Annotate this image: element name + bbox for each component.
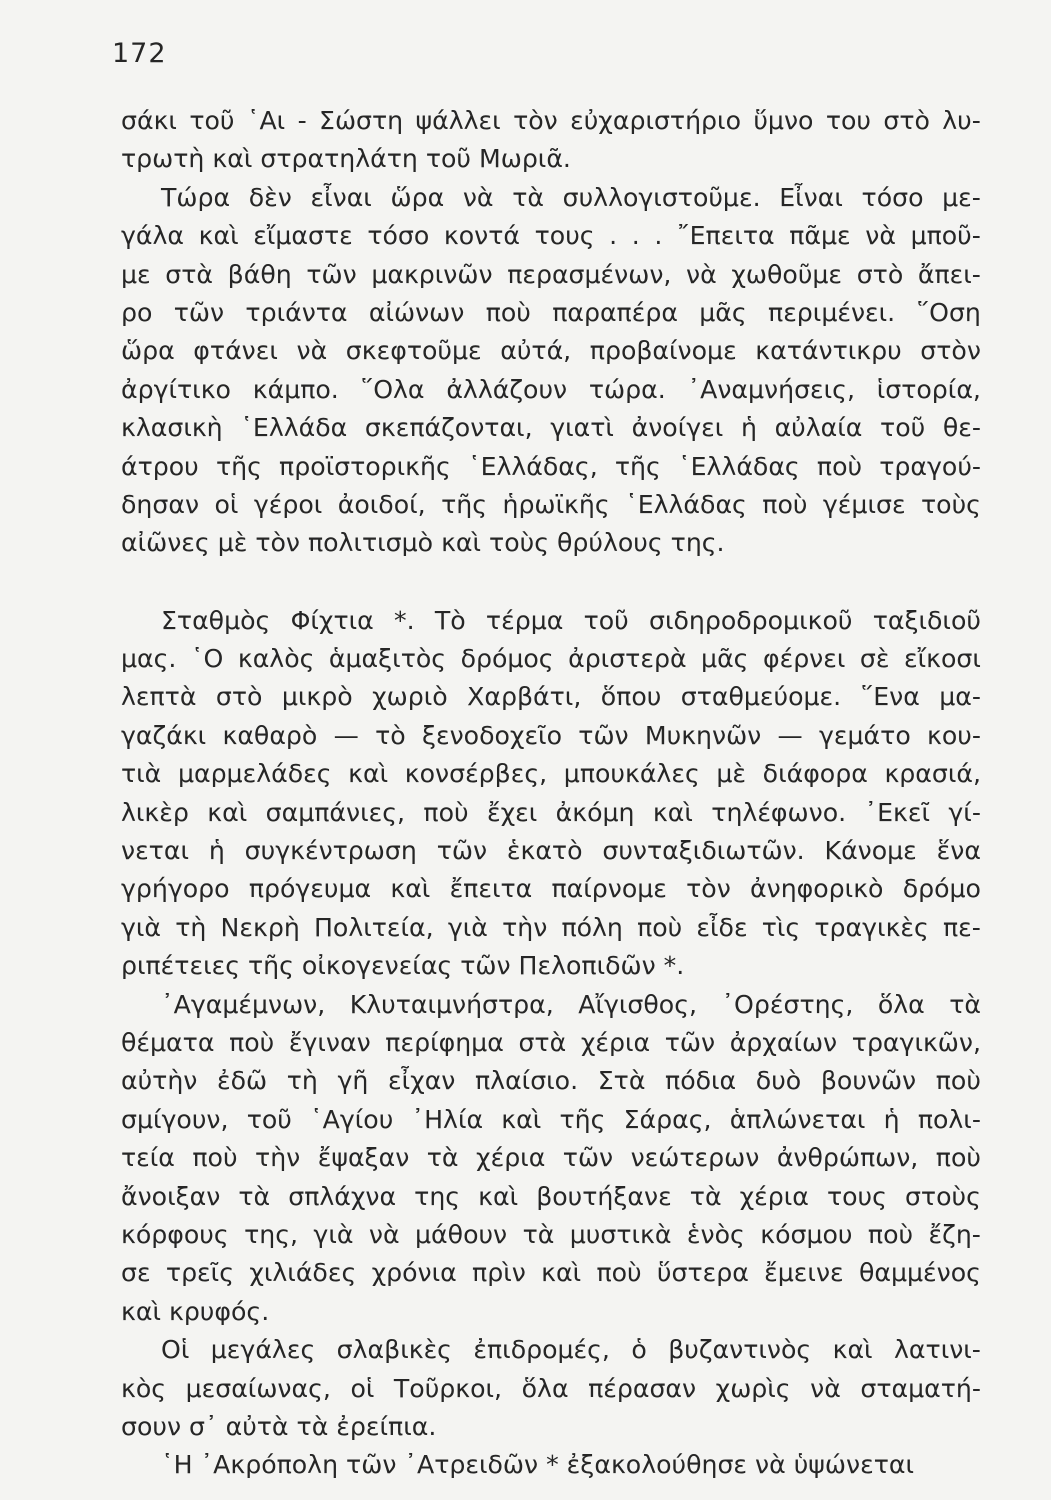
text-line: κὸς μεσαίωνας, οἱ Τοῦρκοι, ὅλα πέρασαν χωρὶς νὰ σταματή- xyxy=(121,1373,981,1403)
text-line: ἄνοιξαν τὰ σπλάχνα της καὶ βουτήξανε τὰ χέρια τους στοὺς xyxy=(121,1181,981,1211)
text-line: γιὰ τὴ Νεκρὴ Πολιτεία, γιὰ τὴν πόλη ποὺ εἶδε τὶς τραγικὲς πε- xyxy=(121,912,981,942)
text-line: γρήγορο πρόγευμα καὶ ἔπειτα παίρνομε τὸν ἀνηφορικὸ δρόμο xyxy=(121,874,981,904)
text-line: θέματα ποὺ ἔγιναν περίφημα στὰ χέρια τῶν ἀρχαίων τραγικῶν, xyxy=(121,1027,981,1057)
text-line: σάκι τοῦ ῾Αι - Σώστη ψάλλει τὸν εὐχαριστήριο ὕμνο του στὸ λυ- xyxy=(121,106,981,135)
text-line: ἀργίτικο κάμπο. ῞Ολα ἀλλάζουν τώρα. ᾿Αναμνήσεις, ἱστορία, xyxy=(121,374,981,404)
text-line: Τώρα δὲν εἶναι ὥρα νὰ τὰ συλλογιστοῦμε. Εἶναι τόσο με- xyxy=(161,182,981,212)
text-line: άτρου τῆς προϊστορικῆς ῾Ελλάδας, τῆς ῾Ελλάδας ποὺ τραγού- xyxy=(121,451,981,481)
text-line: τεία ποὺ τὴν ἔψαξαν τὰ χέρια τῶν νεώτερων ἀνθρώπων, ποὺ xyxy=(121,1143,981,1173)
text-line: σμίγουν, τοῦ ῾Αγίου ᾿Ηλία καὶ τῆς Σάρας, ἁπλώνεται ἡ πολι- xyxy=(121,1104,981,1134)
text-line: νεται ἡ συγκέντρωση τῶν ἑκατὸ συνταξιδιωτῶν. Κάνομε ἕνα xyxy=(121,836,981,866)
paragraph-gap xyxy=(121,563,981,602)
text-line: σε τρεῖς χιλιάδες χρόνια πρὶν καὶ ποὺ ὕστερα ἔμεινε θαμμένος xyxy=(121,1258,981,1288)
text-line: γαζάκι καθαρὸ — τὸ ξενοδοχεῖο τῶν Μυκηνῶν — γεμάτο κου- xyxy=(121,720,981,750)
text-line: κόρφους της, γιὰ νὰ μάθουν τὰ μυστικὰ ἑνὸς κόσμου ποὺ ἔζη- xyxy=(121,1219,981,1249)
text-line: λικὲρ καὶ σαμπάνιες, ποὺ ἔχει ἀκόμη καὶ τηλέφωνο. ᾿Εκεῖ γί- xyxy=(121,797,981,827)
paragraph xyxy=(121,1331,981,1446)
text-line: ᾿Αγαμέμνων, Κλυταιμνήστρα, Αἴγισθος, ᾿Ορέστης, ὅλα τὰ xyxy=(161,989,981,1019)
text-line: με στὰ βάθη τῶν μακρινῶν περασμένων, νὰ χωθοῦμε στὸ ἄπει- xyxy=(121,259,981,289)
paragraph xyxy=(121,102,981,179)
text-line: μας. ῾Ο καλὸς ἁμαξιτὸς δρόμος ἀριστερὰ μᾶς φέρνει σὲ εἴκοσι xyxy=(121,644,981,674)
text-line: καὶ κρυφός. xyxy=(121,1296,270,1326)
text-line: τιὰ μαρμελάδες καὶ κονσέρβες, μπουκάλες μὲ διάφορα κρασιά, xyxy=(121,759,981,789)
paragraph xyxy=(121,986,981,1332)
text-line: γάλα καὶ εἴμαστε τόσο κοντά τους . . . ῎Επειτα πᾶμε νὰ μποῦ- xyxy=(121,221,981,251)
text-line: λεπτὰ στὸ μικρὸ χωριὸ Χαρβάτι, ὅπου σταθμεύομε. ῞Ενα μα- xyxy=(121,682,981,712)
text-line: ῾Η ᾿Ακρόπολη τῶν ᾿Ατρειδῶν * ἐξακολούθησε νὰ ὑψώνεται xyxy=(161,1450,914,1480)
paragraph xyxy=(121,1446,981,1484)
text-line: ρο τῶν τριάντα αἰώνων ποὺ παραπέρα μᾶς περιμένει. ῞Οση xyxy=(121,297,981,327)
page-number: 172 xyxy=(112,38,167,69)
text-line: σουν σ᾿ αὐτὰ τὰ ἐρείπια. xyxy=(121,1411,437,1441)
text-line: ριπέτειες τῆς οἰκογενείας τῶν Πελοπιδῶν *. xyxy=(121,951,685,981)
text-line: αὐτὴν ἐδῶ τὴ γῆ εἶχαν πλαίσιο. Στὰ πόδια δυὸ βουνῶν ποὺ xyxy=(121,1066,981,1096)
body-text xyxy=(121,102,981,1485)
text-line: ὥρα φτάνει νὰ σκεφτοῦμε αὐτά, προβαίνομε κατάντικρυ στὸν xyxy=(121,336,981,366)
text-line: κλασικὴ ῾Ελλάδα σκεπάζονται, γιατὶ ἀνοίγει ἡ αὐλαία τοῦ θε- xyxy=(121,413,981,443)
text-line: Οἱ μεγάλες σλαβικὲς ἐπιδρομές, ὁ βυζαντινὸς καὶ λατινι- xyxy=(161,1335,981,1365)
paragraph xyxy=(121,602,981,986)
text-line: τρωτὴ καὶ στρατηλάτη τοῦ Μωριᾶ. xyxy=(121,144,571,174)
paragraph xyxy=(121,179,981,563)
text-line: δησαν οἱ γέροι ἀοιδοί, τῆς ἡρωϊκῆς ῾Ελλάδας ποὺ γέμισε τοὺς xyxy=(121,489,981,519)
text-line: αἰῶνες μὲ τὸν πολιτισμὸ καὶ τοὺς θρύλους της. xyxy=(121,528,725,558)
text-line: Σταθμὸς Φίχτια *. Τὸ τέρμα τοῦ σιδηροδρομικοῦ ταξιδιοῦ xyxy=(161,605,981,635)
